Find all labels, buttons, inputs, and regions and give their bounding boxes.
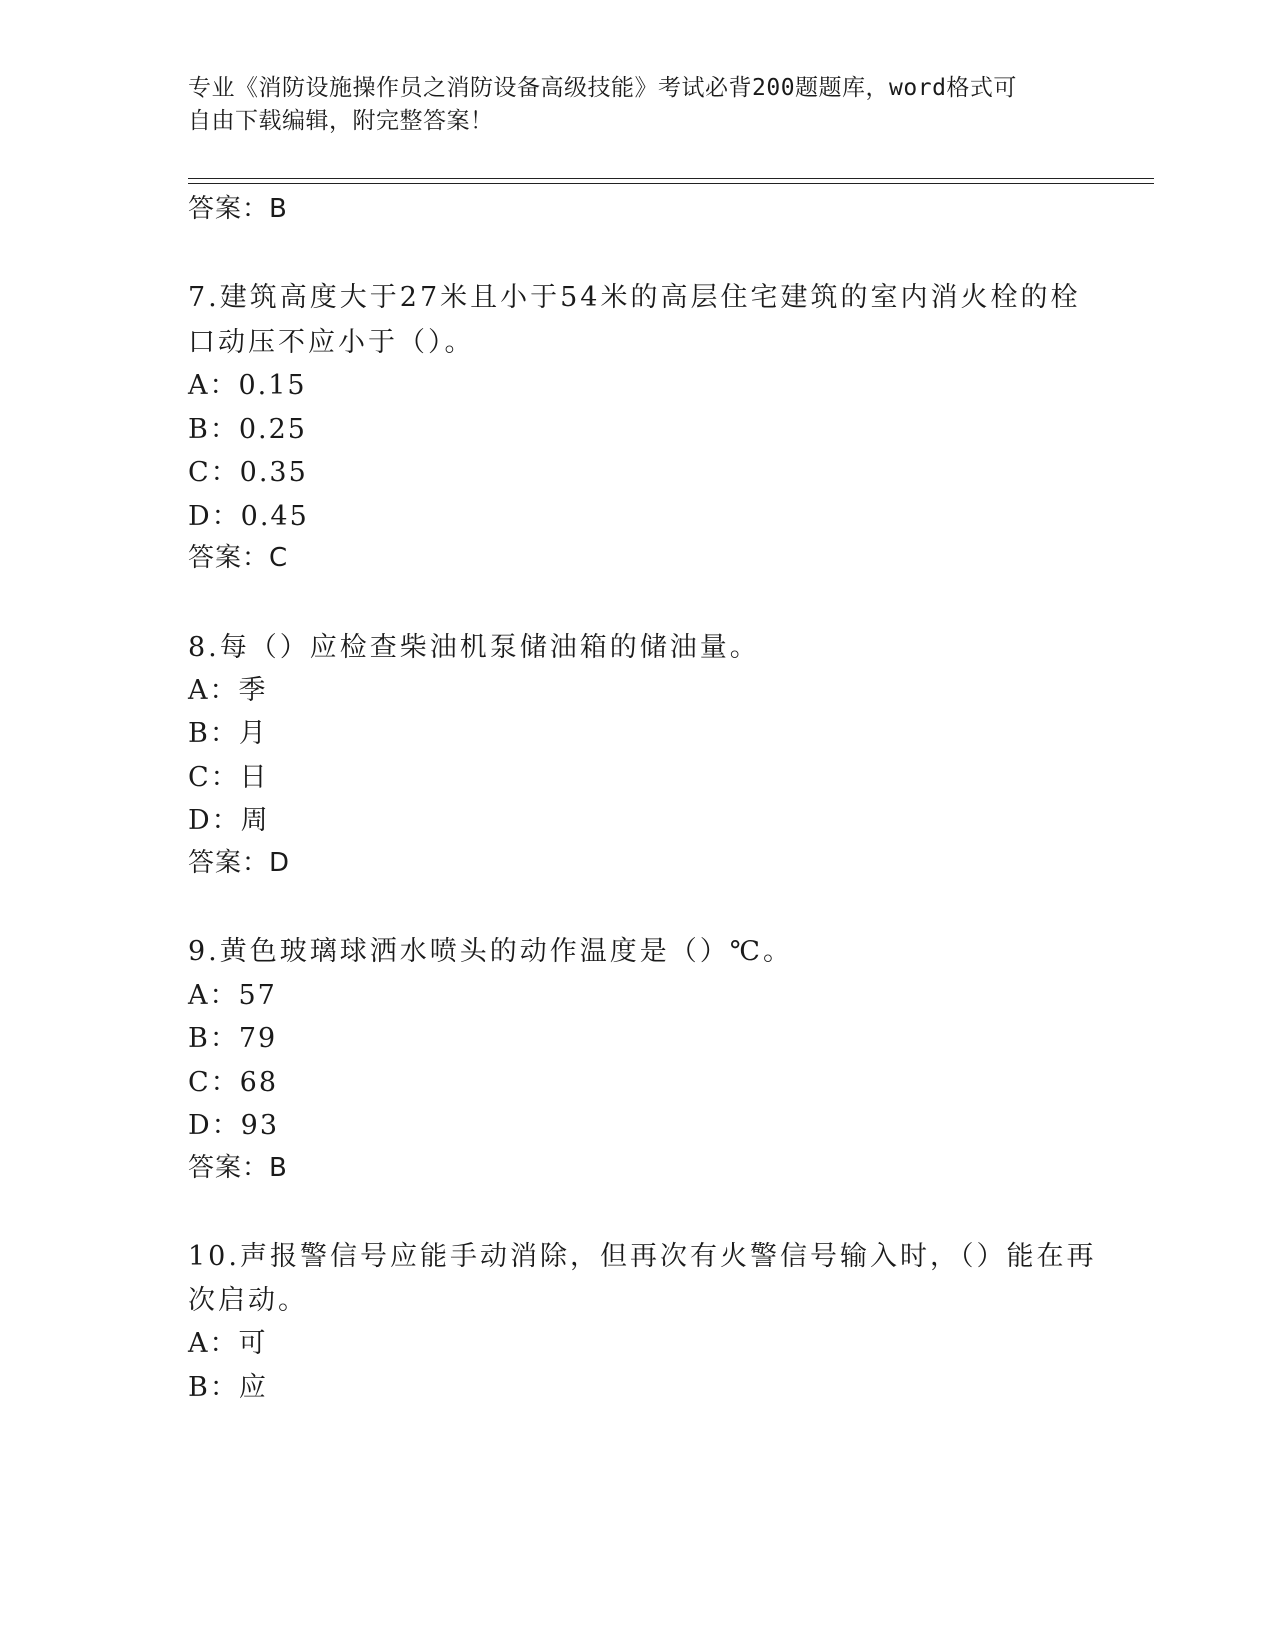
question-9-option-d: D：93 [188,1110,280,1141]
question-9-answer: 答案：B [188,1153,288,1183]
question-8-stem-line-1: 8.每（）应检查柴油机泵储油箱的储油量。 [188,632,760,663]
answer-line: 答案：B [188,194,288,224]
question-10-stem-line-2: 次启动。 [188,1285,308,1316]
document-header [188,72,1088,138]
question-8-answer: 答案：D [188,848,291,878]
header-line-1: 专业《消防设施操作员之消防设备高级技能》考试必背200题题库，word格式可 [188,75,1017,101]
header-line-2: 自由下载编辑，附完整答案！ [188,108,494,134]
question-10-option-a: A：可 [188,1328,268,1359]
question-10-stem-line-1: 10.声报警信号应能手动消除，但再次有火警信号输入时，（）能在再 [188,1241,1097,1272]
header-rule-bottom [188,183,1154,184]
question-10-option-b: B：应 [188,1372,268,1403]
question-7-option-c: C：0.35 [188,457,308,488]
question-9-option-b: B：79 [188,1023,278,1054]
question-7-stem-line-2: 口动压不应小于（）。 [188,327,475,358]
question-8-option-c: C：日 [188,762,269,793]
question-7-stem-line-1: 7.建筑高度大于27米且小于54米的高层住宅建筑的室内消火栓的栓 [188,282,1081,313]
question-8-option-d: D：周 [188,805,270,836]
question-7-answer: 答案：C [188,543,289,573]
question-8-option-b: B：月 [188,718,268,749]
question-9-option-c: C：68 [188,1067,279,1098]
question-7-option-b: B：0.25 [188,414,307,445]
question-7-option-d: D：0.45 [188,501,309,532]
question-9-stem-line-1: 9.黄色玻璃球洒水喷头的动作温度是（）℃。 [188,936,793,967]
question-8-option-a: A：季 [188,675,268,706]
question-9-option-a: A：57 [188,980,277,1011]
question-7-option-a: A：0.15 [188,370,307,401]
header-rule-top [188,178,1154,179]
